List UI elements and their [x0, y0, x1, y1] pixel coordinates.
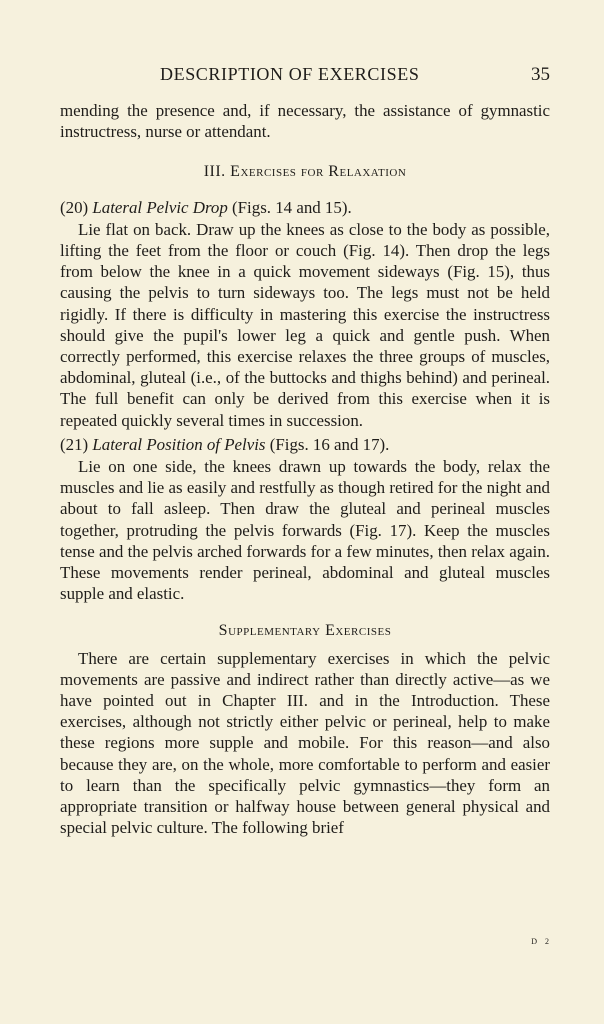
exercise-number: (20): [60, 197, 89, 217]
exercise-body-20: Lie flat on back. Draw up the knees as close to the body as possible, lifting the feet from the floor or couch (Fig. 14). Then drop the legs from below the knee in a quick movement sideways (Fig. 15), thus causing the pelvis to turn sideways too. The legs must not be held rigidly. If there is difficulty in mastering this exercise the instructress should give the pupil's lower leg a quick and gentle push. When correctly performed, this exercise relaxes the three groups of muscles, abdominal, gluteal (i.e., of the buttocks and thighs behind) and perineal. The full benefit can only be derived from this exercise when it is repeated quickly several times in succession.: [60, 219, 550, 430]
supplementary-paragraph: There are certain supplementary exercises in which the pelvic movements are passive and indirect rather than directly active—as we have pointed out in Chapter III. and in the Introduction. These exercises, although not strictly either pelvic or perineal, help to make these regions more supple and mobile. For this reason—and also because they are, on the whole, more comfortable to perform and easier to learn than the specifically pelvic gymnastics—they form an appropriate transition or halfway house between general physical and special pelvic culture. The following brief: [60, 648, 550, 838]
exercise-heading-21: [60, 434, 550, 455]
section-heading-relaxation: [60, 161, 550, 182]
exercise-figs: (Figs. 14 and 15).: [232, 197, 352, 217]
exercise-body-21: Lie on one side, the knees drawn up towards the body, relax the muscles and lie as easily and restfully as though retired for the night and about to fall asleep. Then draw the gluteal and perineal muscles together, protruding the pelvis forwards (Fig. 17). Keep the muscles tense and the pelvis arched forwards for a few minutes, then relax again. These movements render perineal, abdominal and gluteal muscles supple and elastic.: [60, 457, 550, 604]
exercise-name: Lateral Position of Pelvis: [92, 434, 266, 454]
running-title: DESCRIPTION OF EXERCISES: [160, 64, 420, 84]
section-heading-supplementary: Supplementary Exercises: [218, 622, 392, 640]
intro-paragraph: mending the presence and, if necessary, the assistance of gymnastic instructress, nurse or attendant.: [60, 101, 550, 142]
running-head: [60, 58, 550, 92]
exercise-figs: (Figs. 16 and 17).: [269, 434, 390, 454]
exercise-name: Lateral Pelvic Drop: [92, 197, 228, 217]
page-number: 35: [531, 64, 550, 85]
exercise-number: (21): [60, 434, 89, 454]
signature-mark: D 2: [531, 937, 552, 946]
exercise-heading-20: [60, 197, 550, 218]
section-numeral: III.: [203, 163, 226, 181]
section-title: Exercises for Relaxation: [230, 163, 407, 181]
book-page: [60, 58, 550, 839]
